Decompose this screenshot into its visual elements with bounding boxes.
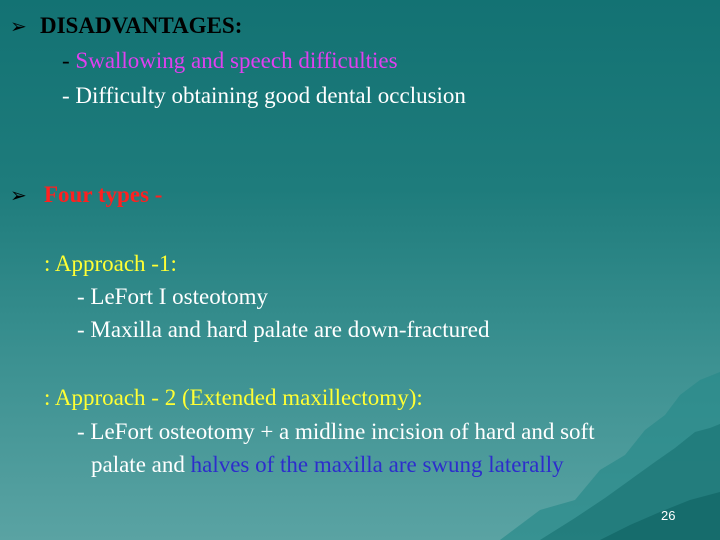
disadvantage-item-2: - Difficulty obtaining good dental occlusion <box>62 83 466 108</box>
heading-four-types: Four types - <box>44 182 163 207</box>
heading-disadvantages: DISADVANTAGES: <box>40 13 243 38</box>
approach-1-title: : Approach -1: <box>44 251 177 276</box>
arrow-bullet-icon: ➢ <box>10 183 27 207</box>
arrow-bullet-icon: ➢ <box>10 14 27 38</box>
approach-1-item-2: - Maxilla and hard palate are down-fractured <box>77 317 490 342</box>
approach-2-title: : Approach - 2 (Extended maxillectomy): <box>44 385 423 410</box>
approach-1-item-1: - LeFort I osteotomy <box>77 284 268 309</box>
approach-2-item-1: - LeFort osteotomy + a midline incision of hard and soft <box>77 419 595 444</box>
approach-2-item-1-continued: palate and halves of the maxilla are swung laterally <box>91 452 564 477</box>
disadvantage-item-1: - Swallowing and speech difficulties <box>62 48 398 73</box>
page-number: 26 <box>661 508 676 523</box>
